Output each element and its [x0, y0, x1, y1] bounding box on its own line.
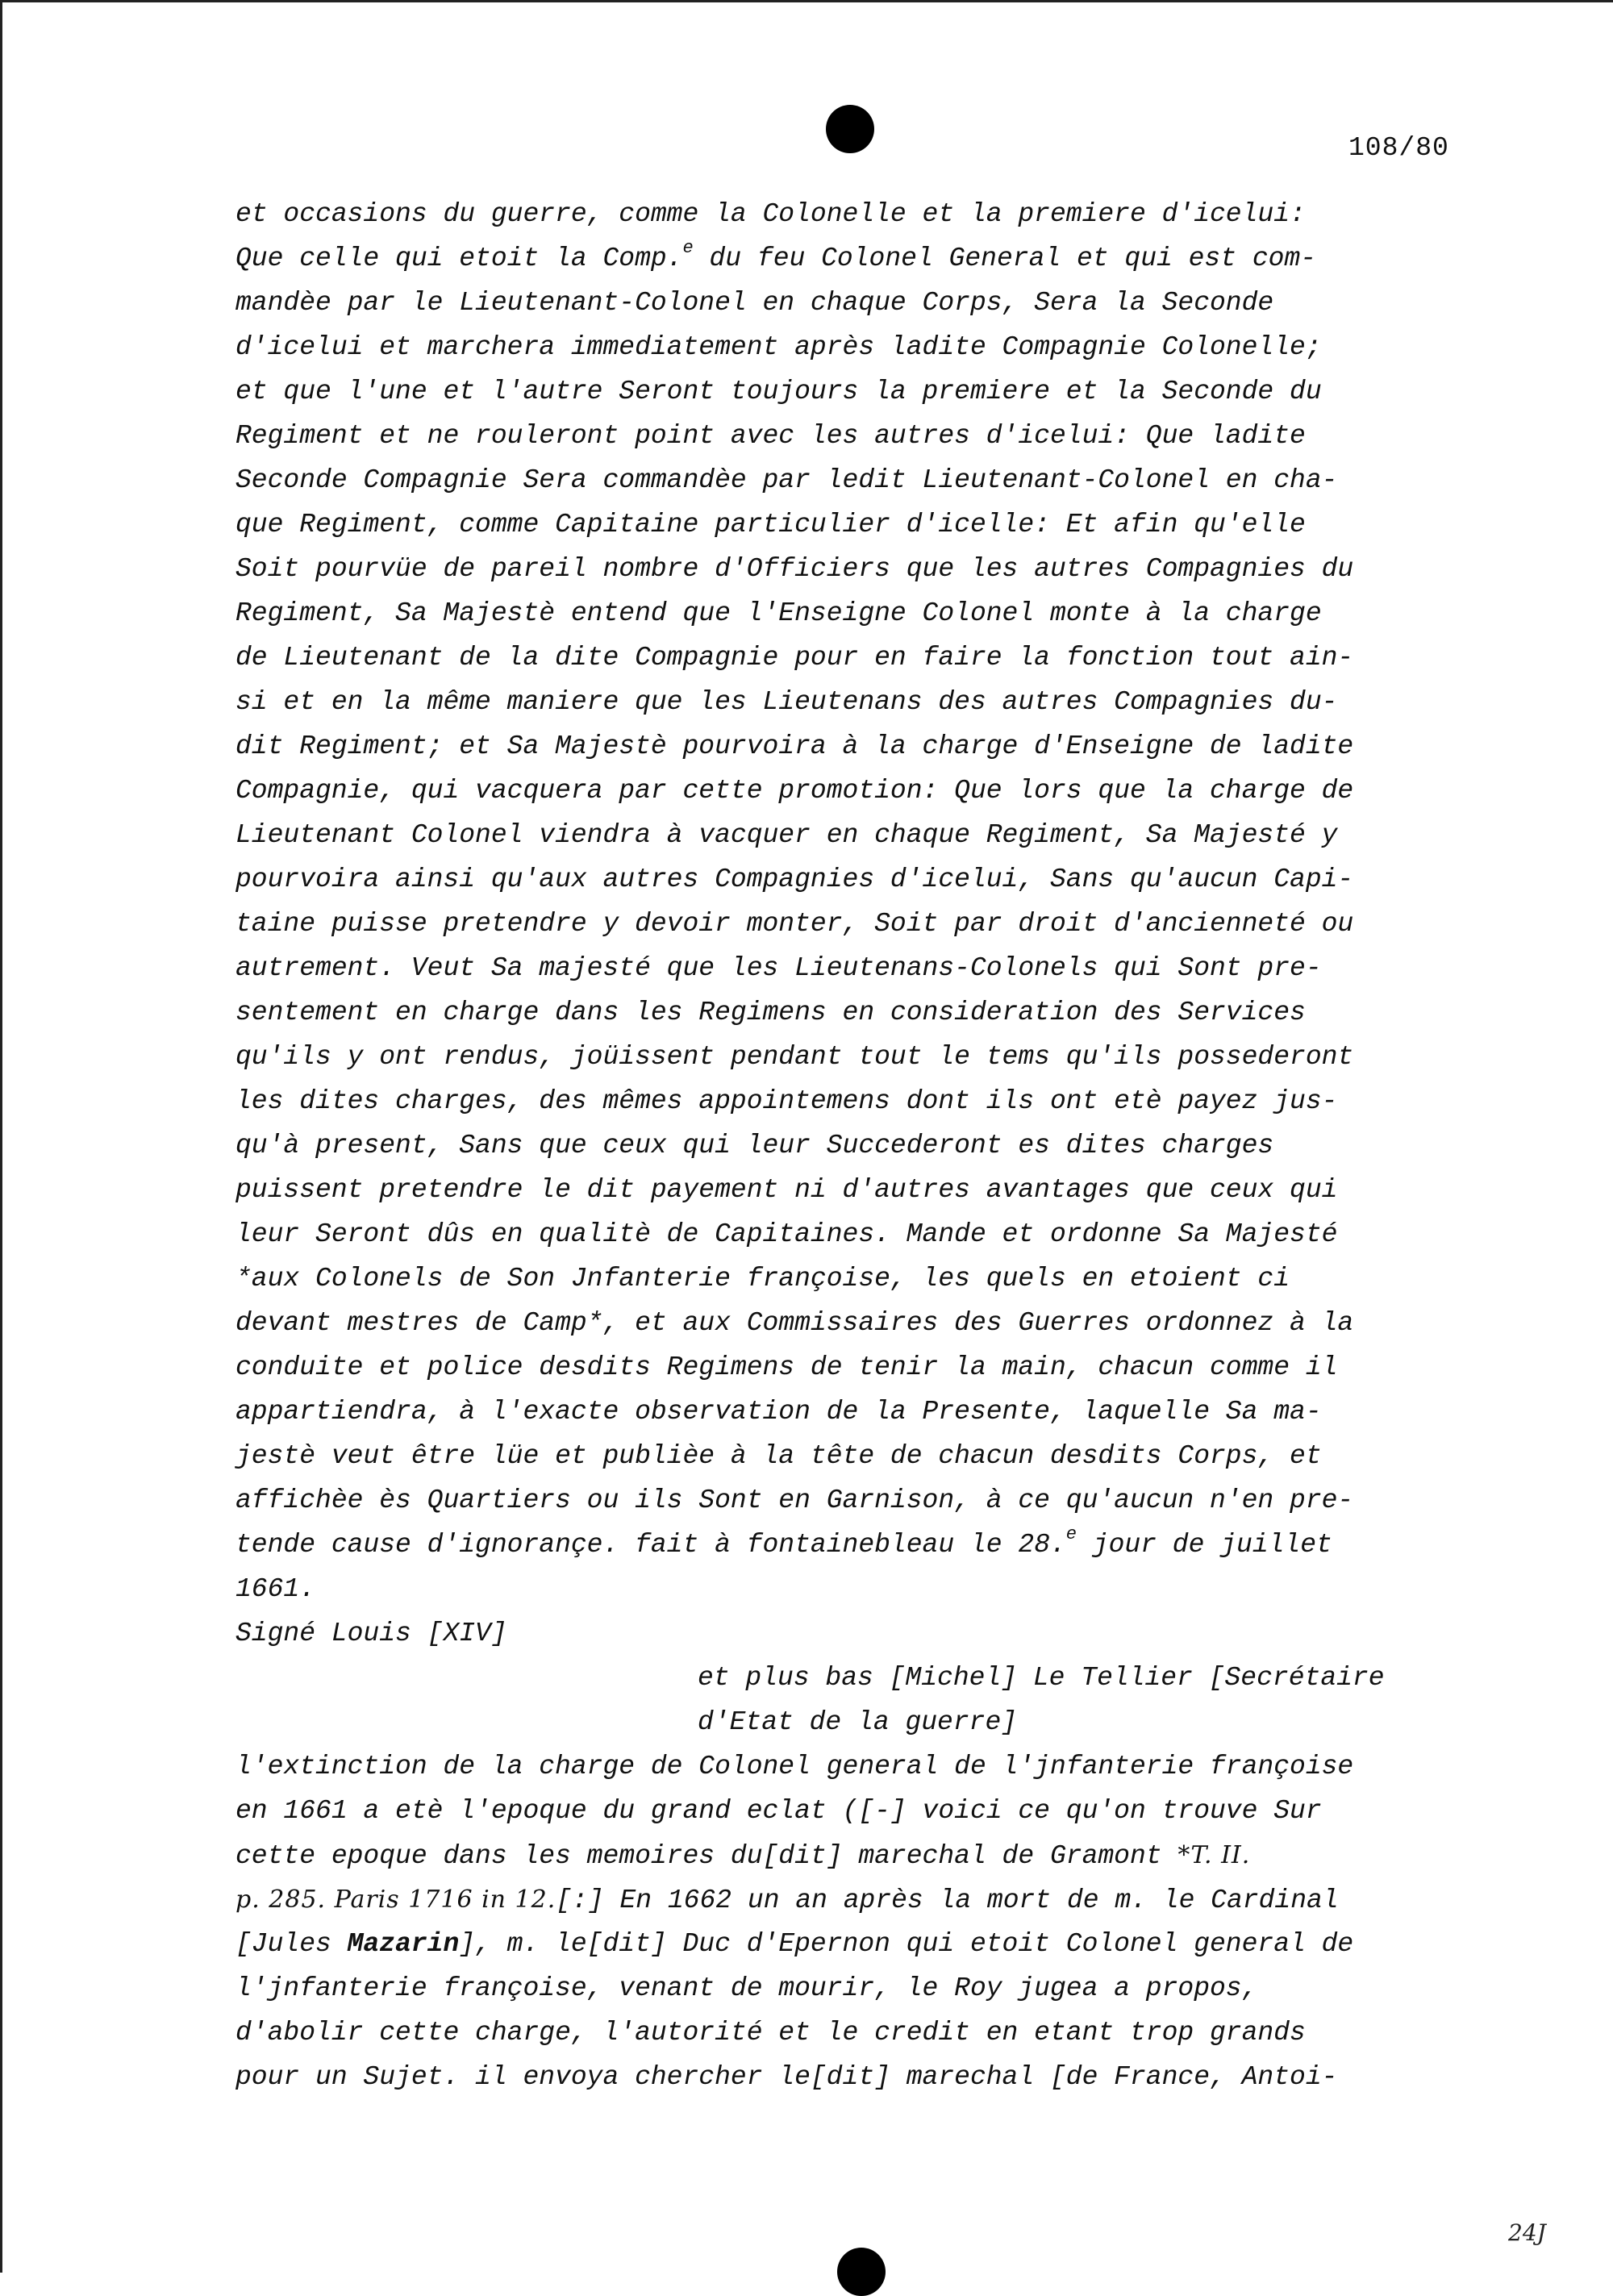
folio-mark: 24J	[1508, 2219, 1546, 2246]
text-line	[235, 1390, 1478, 1434]
text-run: mandèe par le Lieutenant-Colonel en chaque Corps, Sera la Seconde	[235, 288, 1274, 318]
text-run: taine puisse pretendre y devoir monter, Soit par droit d'ancienneté ou	[235, 909, 1354, 939]
text-line	[235, 1877, 1478, 1922]
text-line	[235, 680, 1478, 724]
text-line	[235, 236, 1478, 281]
superscript: e	[1065, 1524, 1077, 1544]
text-run: Regiment, Sa Majestè entend que l'Enseigne Colonel monte à la charge	[235, 598, 1322, 628]
text-run: pourvoira ainsi qu'aux autres Compagnies d'icelui, Sans qu'aucun Capi-	[235, 865, 1354, 894]
text-line	[235, 1256, 1478, 1301]
text-line	[235, 1301, 1478, 1345]
text-line	[235, 724, 1478, 769]
text-line	[235, 769, 1478, 813]
text-line	[235, 1035, 1478, 1079]
text-run: conduite et police desdits Regimens de tenir la main, chacun comme il	[235, 1352, 1338, 1382]
text-line	[235, 990, 1478, 1035]
superscript: e	[682, 238, 694, 258]
text-run: Compagnie, qui vacquera par cette promotion: Que lors que la charge de	[235, 776, 1354, 806]
text-run: qu'à present, Sans que ceux qui leur Succederont es dites charges	[235, 1131, 1274, 1161]
text-line	[235, 2011, 1478, 2055]
text-line	[235, 902, 1478, 946]
text-line	[235, 813, 1478, 857]
text-line	[235, 1966, 1478, 2011]
text-run: [Jules	[235, 1929, 348, 1959]
text-run: du feu Colonel General et qui est com-	[693, 244, 1317, 273]
text-run: d'abolir cette charge, l'autorité et le credit en etant trop grands	[235, 2018, 1306, 2048]
text-run: Que celle qui etoit la Comp.	[235, 244, 683, 273]
text-run: cette epoque dans les memoires du[dit] marechal de Gramont	[235, 1841, 1178, 1871]
text-run: d'icelui et marchera immediatement après ladite Compagnie Colonelle;	[235, 332, 1322, 362]
text-run: Lieutenant Colonel viendra à vacquer en chaque Regiment, Sa Majesté y	[235, 820, 1338, 850]
text-run: 1661.	[235, 1574, 316, 1604]
text-run: affichèe ès Quartiers ou ils Sont en Garnison, à ce qu'aucun n'en pre-	[235, 1486, 1354, 1515]
text-line	[235, 591, 1478, 635]
text-run: et occasions du guerre, comme la Colonelle et la premiere d'icelui:	[235, 199, 1306, 229]
text-line	[235, 1345, 1478, 1390]
text-run: leur Seront dûs en qualitè de Capitaines. Mande et ordonne Sa Majesté	[235, 1219, 1338, 1249]
text-line	[235, 325, 1478, 369]
text-line	[235, 1833, 1478, 1877]
text-run: ], m. le[dit] Duc d'Epernon qui etoit Colonel general de	[459, 1929, 1354, 1959]
text-line	[235, 1478, 1478, 1523]
text-run: en 1661 a etè l'epoque du grand eclat ([-] voici ce qu'on trouve Sur	[235, 1796, 1322, 1826]
text-line	[235, 458, 1478, 502]
text-line	[235, 1168, 1478, 1212]
punch-hole-bottom	[837, 2248, 886, 2296]
text-run: si et en la même maniere que les Lieutenans des autres Compagnies du-	[235, 687, 1338, 717]
handwritten-note: p. 285. Paris 1716 in 12.	[235, 1886, 556, 1914]
text-run: *aux Colonels de Son Jnfanterie françoise, les quels en etoient ci	[235, 1264, 1290, 1294]
text-line	[235, 635, 1478, 680]
text-line	[235, 369, 1478, 414]
text-run: les dites charges, des mêmes appointemens dont ils ont etè payez jus-	[235, 1086, 1338, 1116]
text-run: Signé Louis [XIV]	[235, 1619, 507, 1648]
text-run: et que l'une et l'autre Seront toujours la premiere et la Seconde du	[235, 377, 1322, 406]
page-number: 108/80	[1348, 133, 1449, 163]
text-run: et plus bas [Michel] Le Tellier [Secrétaire	[698, 1663, 1385, 1693]
text-run: Soit pourvüe de pareil nombre d'Officiers que les autres Compagnies du	[235, 554, 1354, 584]
text-line	[235, 1922, 1478, 1966]
bold-text: Mazarin	[347, 1929, 460, 1959]
text-run: sentement en charge dans les Regimens en consideration des Services	[235, 998, 1306, 1027]
text-line	[235, 946, 1478, 990]
page-edge-left	[0, 0, 2, 2273]
text-line	[235, 502, 1478, 547]
text-line	[235, 1567, 1478, 1611]
text-run: que Regiment, comme Capitaine particulier d'icelle: Et afin qu'elle	[235, 510, 1306, 540]
text-run: l'jnfanterie françoise, venant de mourir, le Roy jugea a propos,	[235, 1973, 1258, 2003]
text-run: l'extinction de la charge de Colonel general de l'jnfanterie françoise	[235, 1752, 1354, 1781]
text-run: jour de juillet	[1076, 1530, 1332, 1560]
text-line	[235, 1123, 1478, 1168]
text-run: dit Regiment; et Sa Majestè pourvoira à la charge d'Enseigne de ladite	[235, 731, 1354, 761]
text-run: de Lieutenant de la dite Compagnie pour en faire la fonction tout ain-	[235, 643, 1354, 673]
text-line	[235, 1744, 1478, 1789]
text-line	[235, 1700, 1478, 1744]
text-line	[235, 2055, 1478, 2099]
punch-hole-top	[826, 105, 874, 153]
text-run: devant mestres de Camp*, et aux Commissaires des Guerres ordonnez à la	[235, 1308, 1354, 1338]
handwritten-note: *T. II.	[1177, 1841, 1251, 1869]
text-line	[235, 1434, 1478, 1478]
text-run: d'Etat de la guerre]	[698, 1707, 1018, 1737]
text-line	[235, 547, 1478, 591]
text-run: Regiment et ne rouleront point avec les autres d'icelui: Que ladite	[235, 421, 1306, 451]
text-line	[235, 1212, 1478, 1256]
text-run: Seconde Compagnie Sera commandèe par ledit Lieutenant-Colonel en cha-	[235, 465, 1338, 495]
text-line	[235, 1523, 1478, 1567]
text-line	[235, 1656, 1478, 1700]
body-text	[235, 192, 1478, 2099]
text-line	[235, 1789, 1478, 1833]
page-edge-top	[0, 0, 1613, 2]
text-run: tende cause d'ignorançe. fait à fontainebleau le 28.	[235, 1530, 1066, 1560]
text-line	[235, 414, 1478, 458]
text-run: jestè veut être lüe et publièe à la tête de chacun desdits Corps, et	[235, 1441, 1322, 1471]
text-line	[235, 192, 1478, 236]
text-line	[235, 281, 1478, 325]
text-run: appartiendra, à l'exacte observation de la Presente, laquelle Sa ma-	[235, 1397, 1322, 1427]
text-run: puissent pretendre le dit payement ni d'autres avantages que ceux qui	[235, 1175, 1338, 1205]
text-run: qu'ils y ont rendus, joüissent pendant tout le tems qu'ils possederont	[235, 1042, 1354, 1072]
text-run: pour un Sujet. il envoya chercher le[dit] marechal [de France, Antoi-	[235, 2062, 1338, 2092]
text-line	[235, 1079, 1478, 1123]
text-line	[235, 1611, 1478, 1656]
text-run: autrement. Veut Sa majesté que les Lieutenans-Colonels qui Sont pre-	[235, 953, 1322, 983]
text-line	[235, 857, 1478, 902]
text-run: [:] En 1662 un an après la mort de m. le Cardinal	[556, 1886, 1339, 1915]
